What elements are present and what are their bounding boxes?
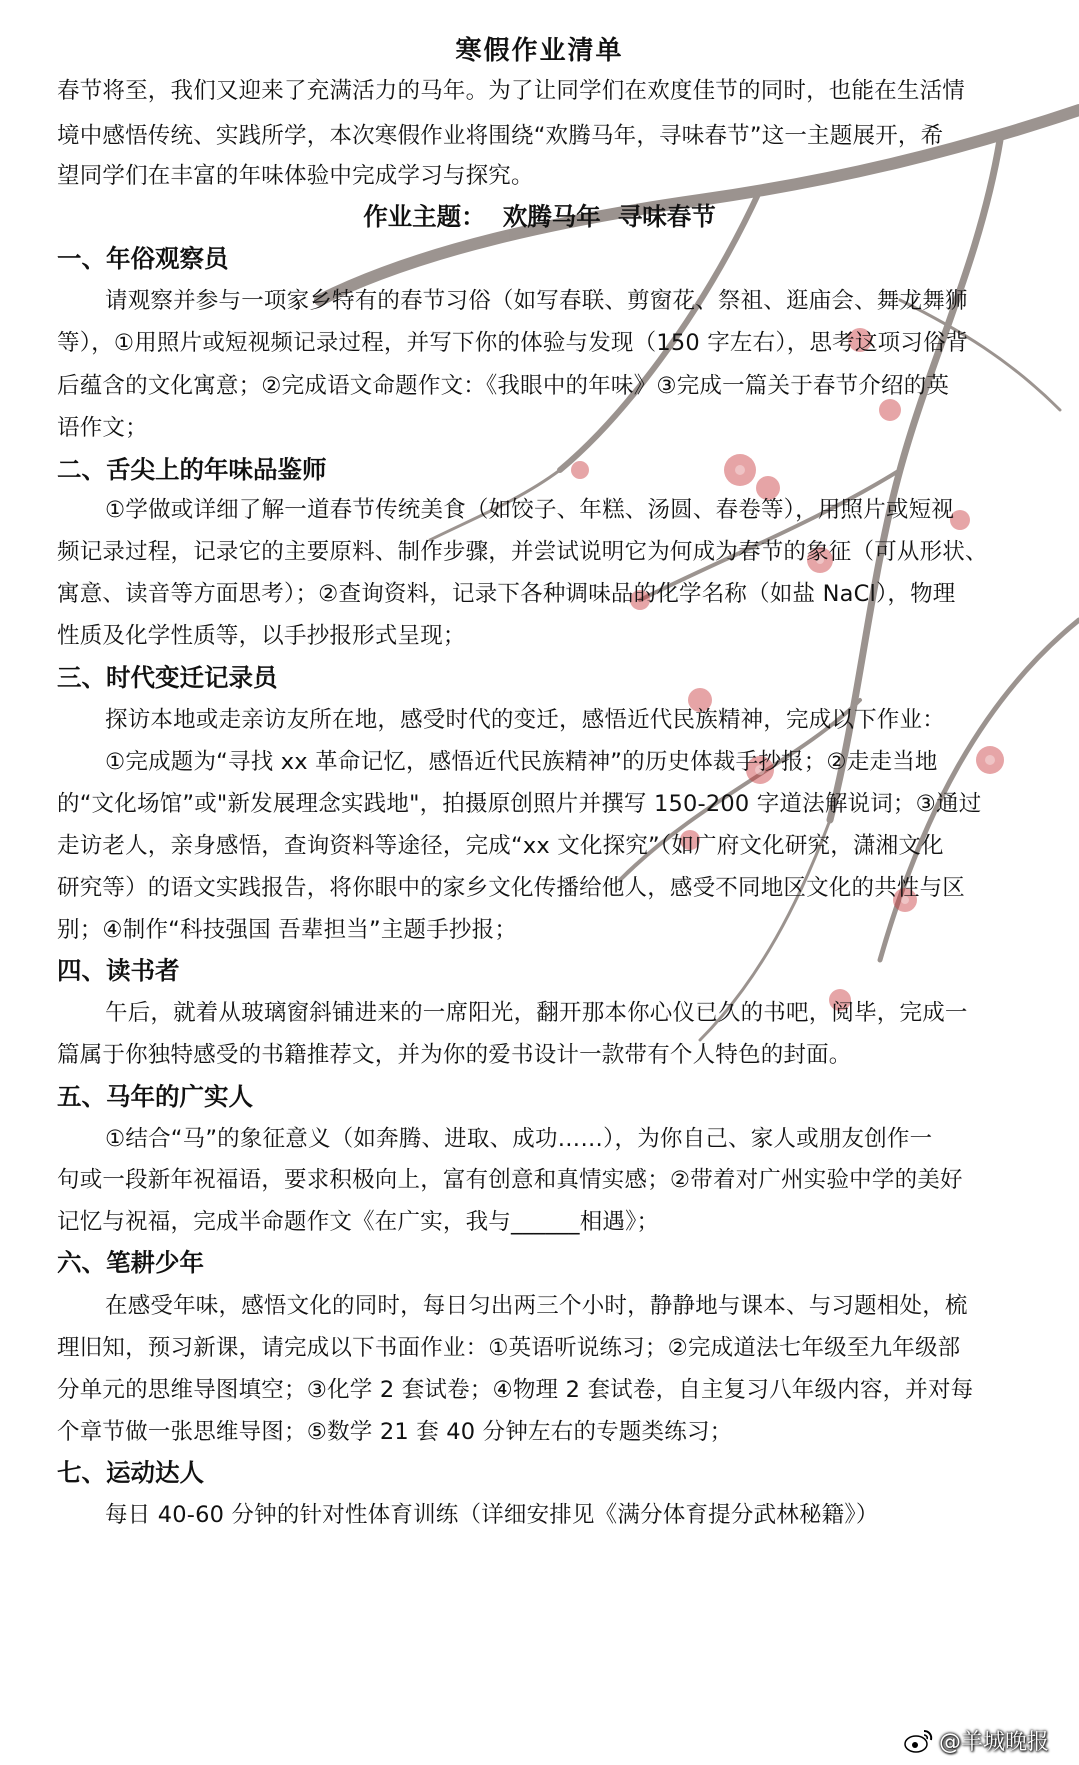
section-heading: 一、年俗观察员 (57, 244, 229, 273)
section-line: 语作文； (57, 415, 148, 441)
weibo-icon (903, 1728, 933, 1754)
section-line: 的“文化场馆”或"新发展理念实践地"，拍摄原创照片并撰写 150-200 字道法解说词；③通过 (57, 791, 982, 817)
section-line: ①完成题为“寻找 xx 革命记忆，感悟近代民族精神”的历史体裁手抄报；②走走当地 (105, 749, 938, 775)
theme-heading: 作业主题： 欢腾马年 寻味春节 (363, 202, 716, 231)
section-line: 走访老人，亲身感悟，查询资料等途径，完成“xx 文化探究”（如广府文化研究，潇湘文化 (57, 833, 944, 859)
section-heading: 七、运动达人 (57, 1458, 204, 1487)
section-line: 频记录过程，记录它的主要原料、制作步骤，并尝试说明它为何成为春节的象征（可从形状、 (57, 539, 988, 565)
section-line: 探访本地或走亲访友所在地，感受时代的变迁，感悟近代民族精神，完成以下作业： (105, 707, 945, 733)
section-heading: 五、马年的广实人 (57, 1082, 253, 1111)
section-line: 记忆与祝福，完成半命题作文《在广实，我与______相遇》； (57, 1209, 660, 1235)
section-line: 个章节做一张思维导图；⑤数学 21 套 40 分钟左右的专题类练习； (57, 1419, 733, 1445)
section-line: 句或一段新年祝福语，要求积极向上，富有创意和真情实感；②带着对广州实验中学的美好 (57, 1167, 963, 1193)
section-line: 性质及化学性质等，以手抄报形式呈现； (57, 623, 466, 649)
section-line: 分单元的思维导图填空；③化学 2 套试卷；④物理 2 套试卷，自主复习八年级内容，并对每 (57, 1377, 974, 1403)
watermark-text: @羊城晚报 (938, 1730, 1049, 1755)
section-heading: 二、舌尖上的年味品鉴师 (57, 455, 327, 484)
section-heading: 三、时代变迁记录员 (57, 663, 278, 692)
section-line: 寓意、读音等方面思考）；②查询资料，记录下各种调味品的化学名称（如盐 NaCl），物理 (57, 581, 956, 607)
section-line: 等），①用照片或短视频记录过程，并写下你的体验与发现（150 字左右），思考这项习俗背 (57, 330, 969, 356)
section-line: 后蕴含的文化寓意；②完成语文命题作文：《我眼中的年味》③完成一篇关于春节介绍的英 (57, 373, 950, 399)
intro-line: 望同学们在丰富的年味体验中完成学习与探究。 (57, 163, 534, 189)
watermark (903, 1725, 1049, 1756)
section-line: 研究等）的语文实践报告，将你眼中的家乡文化传播给他人，感受不同地区文化的共性与区 (57, 875, 966, 901)
section-line: ①学做或详细了解一道春节传统美食（如饺子、年糕、汤圆、春卷等），用照片或短视 (105, 497, 955, 523)
section-line: 每日 40-60 分钟的针对性体育训练（详细安排见《满分体育提分武林秘籍》） (105, 1502, 879, 1528)
section-heading: 四、读书者 (57, 956, 180, 985)
section-line: 在感受年味，感悟文化的同时，每日匀出两三个小时，静静地与课本、与习题相处，梳 (105, 1293, 968, 1319)
section-line: 午后，就着从玻璃窗斜铺进来的一席阳光，翻开那本你心仪已久的书吧，阅毕，完成一 (105, 1000, 968, 1026)
section-line: 理旧知，预习新课，请完成以下书面作业：①英语听说练习；②完成道法七年级至九年级部 (57, 1335, 961, 1361)
section-line: 请观察并参与一项家乡特有的春节习俗（如写春联、剪窗花、祭祖、逛庙会、舞龙舞狮 (105, 288, 968, 314)
intro-line: 春节将至，我们又迎来了充满活力的马年。为了让同学们在欢度佳节的同时，也能在生活情 (57, 78, 966, 104)
intro-line: 境中感悟传统、实践所学，本次寒假作业将围绕“欢腾马年，寻味春节”这一主题展开，希 (57, 123, 944, 149)
section-heading: 六、笔耕少年 (57, 1248, 204, 1277)
section-line: ①结合“马”的象征意义（如奔腾、进取、成功……），为你自己、家人或朋友创作一 (105, 1126, 933, 1152)
section-line: 别；④制作“科技强国 吾辈担当”主题手抄报； (57, 917, 518, 943)
section-line: 篇属于你独特感受的书籍推荐文，并为你的爱书设计一款带有个人特色的封面。 (57, 1042, 852, 1068)
document-title: 寒假作业清单 (455, 36, 624, 66)
